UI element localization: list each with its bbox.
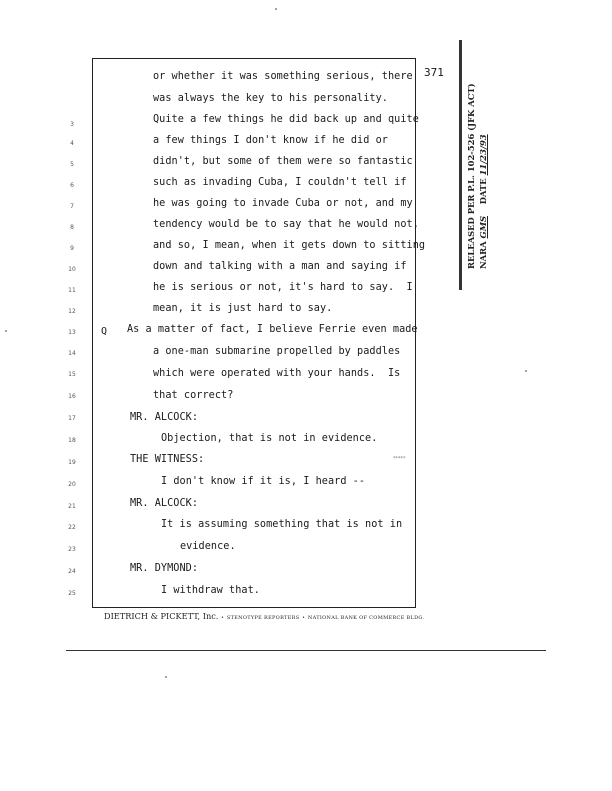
transcript-line: that correct? — [153, 390, 234, 401]
release-date: 11/23/93 — [478, 134, 488, 176]
page-number: 371 — [424, 66, 444, 79]
stray-mark: ***** — [393, 456, 406, 462]
transcript-line: a one-man submarine propelled by paddles — [153, 346, 401, 357]
transcript-line: mean, it is just hard to say. — [153, 303, 333, 314]
transcript-line: such as invading Cuba, I couldn't tell if — [153, 177, 407, 188]
transcript-line: and so, I mean, when it gets down to sitting — [153, 240, 426, 251]
line-number: 13 — [68, 329, 76, 336]
transcript-line: I don't know if it is, I heard -- — [161, 476, 366, 487]
nara-initials: GMS — [478, 215, 488, 239]
reporter-footer — [104, 611, 424, 621]
line-number: 22 — [68, 524, 76, 531]
footer-bullet: • — [221, 615, 225, 621]
transcript-line: As a matter of fact, I believe Ferrie even made — [127, 324, 418, 335]
line-number: 17 — [68, 415, 76, 422]
scan-speck — [165, 676, 167, 678]
speaker-label: MR. ALCOCK: — [130, 498, 199, 509]
footer-rule — [66, 650, 546, 651]
release-stamp — [465, 59, 489, 269]
speaker-label: THE WITNESS: — [130, 454, 205, 465]
scan-speck — [5, 330, 7, 332]
line-number: 19 — [68, 459, 76, 466]
transcript-line: I withdraw that. — [161, 585, 260, 596]
firm-name: DIETRICH & PICKETT, Inc. — [104, 611, 219, 621]
transcript-frame-left — [92, 58, 93, 608]
address-label: NATIONAL BANK OF COMMERCE BLDG. — [307, 615, 425, 621]
transcript-line: a few things I don't know if he did or — [153, 135, 388, 146]
line-number: 15 — [68, 371, 76, 378]
transcript-line: he is serious or not, it's hard to say. I — [153, 282, 413, 293]
line-number: 6 — [70, 182, 74, 189]
transcript-line: was always the key to his personality. — [153, 93, 388, 104]
line-number: 14 — [68, 350, 76, 357]
transcript-frame-bottom — [92, 607, 416, 608]
line-number: 3 — [70, 121, 74, 128]
scan-speck — [525, 370, 527, 372]
transcript-line: didn't, but some of them were so fantastic — [153, 156, 413, 167]
line-number: 4 — [70, 140, 74, 147]
line-number: 8 — [70, 224, 74, 231]
line-number: 24 — [68, 568, 76, 575]
nara-label: NARA — [478, 241, 488, 269]
footer-bullet: • — [302, 615, 306, 621]
service-label: STENOTYPE REPORTERS — [226, 615, 300, 621]
question-marker: Q — [101, 326, 108, 337]
transcript-line: or whether it was something serious, there — [153, 71, 413, 82]
line-number: 25 — [68, 590, 76, 597]
line-number: 11 — [68, 287, 76, 294]
transcript-line: Objection, that is not in evidence. — [161, 433, 378, 444]
transcript-frame-top — [92, 58, 416, 59]
line-number: 9 — [70, 245, 74, 252]
transcript-line: which were operated with your hands. Is — [153, 368, 401, 379]
speaker-label: MR. DYMOND: — [130, 563, 199, 574]
line-number: 10 — [68, 266, 76, 273]
line-number: 16 — [68, 393, 76, 400]
scan-speck — [275, 8, 277, 10]
line-number: 12 — [68, 308, 76, 315]
transcript-line: Quite a few things he did back up and quite — [153, 114, 419, 125]
transcript-line: It is assuming something that is not in — [161, 519, 403, 530]
line-number: 20 — [68, 481, 76, 488]
transcript-line: down and talking with a man and saying if — [153, 261, 407, 272]
line-number: 5 — [70, 161, 74, 168]
line-number: 18 — [68, 437, 76, 444]
transcript-line: tendency would be to say that he would not, — [153, 219, 419, 230]
release-stamp-line2 — [477, 59, 489, 269]
date-label: DATE — [478, 178, 488, 205]
line-number: 21 — [68, 503, 76, 510]
line-number: 7 — [70, 203, 74, 210]
release-stamp-line1: RELEASED PER P.L. 102-526 (JFK ACT) — [466, 83, 476, 269]
page-edge-mark — [459, 40, 462, 290]
transcript-line: evidence. — [180, 541, 236, 552]
speaker-label: MR. ALCOCK: — [130, 412, 199, 423]
transcript-line: he was going to invade Cuba or not, and my — [153, 198, 413, 209]
line-number: 23 — [68, 546, 76, 553]
